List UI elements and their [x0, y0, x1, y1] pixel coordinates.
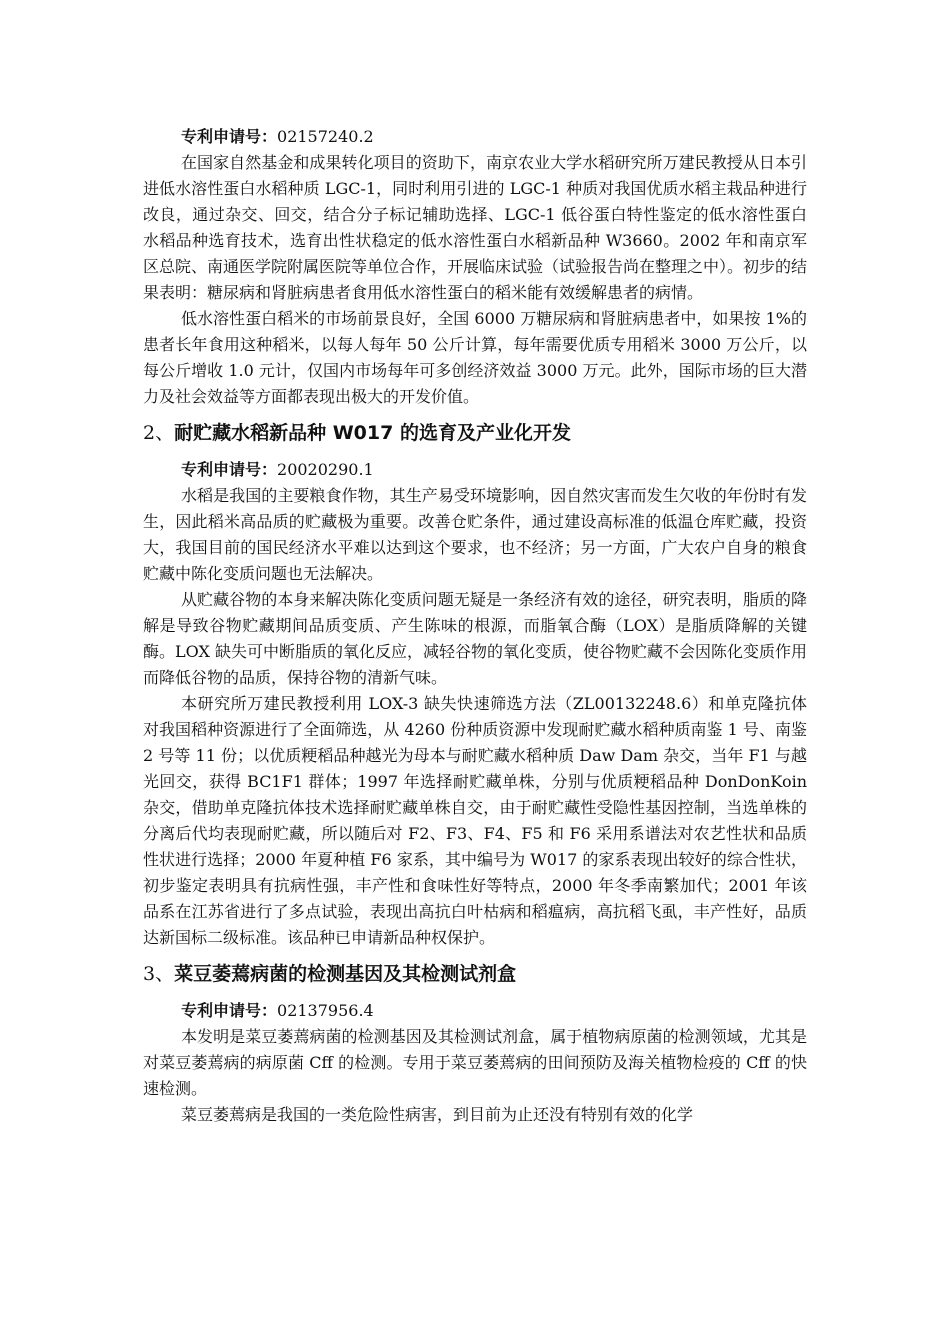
document-body — [143, 124, 807, 1128]
section-2 — [143, 413, 807, 951]
patent-application-number — [143, 998, 807, 1024]
patent-application-number — [143, 124, 807, 150]
patent-number: 20020290.1 — [277, 460, 374, 479]
patent-number: 02137956.4 — [277, 1001, 374, 1020]
heading-number: 3、 — [143, 963, 175, 985]
paragraph: 从贮藏谷物的本身来解决陈化变质问题无疑是一条经济有效的途径，研究表明，脂质的降解是导致谷物贮藏期间品质变质、产生陈味的根源，而脂氧合酶（LOX）是脂质降解的关键酶。LOX 缺失可中断脂质的氧化反应，减轻谷物的氧化变质，使谷物贮藏不会因陈化变质作用而降低谷物的品质，保持谷物的清新气味。 — [143, 590, 807, 687]
section-3 — [143, 954, 807, 1128]
section-heading — [143, 413, 807, 453]
patent-application-number — [143, 457, 807, 483]
section-heading — [143, 954, 807, 994]
patent-number: 02157240.2 — [277, 127, 374, 146]
heading-text: 菜豆萎蔫病菌的检测基因及其检测试剂盒 — [174, 963, 517, 985]
paragraph: 本研究所万建民教授利用 LOX-3 缺失快速筛选方法（ZL00132248.6）和单克隆抗体对我国稻种资源进行了全面筛选，从 4260 份种质资源中发现耐贮藏水稻种质南鉴 1 号、南鉴 2 号等 11 份；以优质粳稻品种越光为母本与耐贮藏水稻种质 Daw Dam 杂交，当年 F1 与越光回交，获得 BC1F1 群体；1997 年选择耐贮藏单株，分别与优质粳稻品种 DonDonKoin 杂交，借助单克隆抗体技术选择耐贮藏单株自交，由于耐贮藏性受隐性基因控制，当选单株的分离后代均表现耐贮藏，所以随后对 F2、F3、F4、F5 和 F6 采用系谱法对农艺性状和品质性状进行选择；2000 年夏种植 F6 家系，其中编号为 W017 的家系表现出较好的综合性状，初步鉴定表明具有抗病性强，丰产性和食味性好等特点，2000 年冬季南繁加代；2001 年该品系在江苏省进行了多点试验，表现出高抗白叶枯病和稻瘟病，高抗稻飞虱，丰产性好，品质达新国标二级标准。该品种已申请新品种权保护。 — [143, 694, 807, 947]
paragraph: 本发明是菜豆萎蔫病菌的检测基因及其检测试剂盒，属于植物病原菌的检测领域，尤其是对菜豆萎蔫病的病原菌 Cff 的检测。专用于菜豆萎蔫病的田间预防及海关植物检疫的 Cff 的快速检测。 — [143, 1027, 807, 1098]
paragraph: 在国家自然基金和成果转化项目的资助下，南京农业大学水稻研究所万建民教授从日本引进低水溶性蛋白水稻种质 LGC-1，同时利用引进的 LGC-1 种质对我国优质水稻主栽品种进行改良，通过杂交、回交，结合分子标记辅助选择、LGC-1 低谷蛋白特性鉴定的低水溶性蛋白水稻品种选育技术，选育出性状稳定的低水溶性蛋白水稻新品种 W3660。2002 年和南京军区总院、南通医学院附属医院等单位合作，开展临床试验（试验报告尚在整理之中）。初步的结果表明：糖尿病和肾脏病患者食用低水溶性蛋白的稻米能有效缓解患者的病情。 — [143, 153, 808, 302]
section-1 — [143, 124, 807, 410]
heading-text: 耐贮藏水稻新品种 W017 的选育及产业化开发 — [174, 422, 571, 444]
paragraph: 菜豆萎蔫病是我国的一类危险性病害，到目前为止还没有特别有效的化学 — [181, 1105, 694, 1124]
patent-label: 专利申请号： — [181, 1001, 278, 1020]
heading-number: 2、 — [143, 422, 175, 444]
paragraph: 水稻是我国的主要粮食作物，其生产易受环境影响，因自然灾害而发生欠收的年份时有发生，因此稻米高品质的贮藏极为重要。改善仓贮条件，通过建设高标准的低温仓库贮藏，投资大，我国目前的国民经济水平难以达到这个要求，也不经济；另一方面，广大农户自身的粮食贮藏中陈化变质问题也无法解决。 — [143, 486, 807, 583]
paragraph: 低水溶性蛋白稻米的市场前景良好，全国 6000 万糖尿病和肾脏病患者中，如果按 1%的患者长年食用这种稻米，以每人每年 50 公斤计算，每年需要优质专用稻米 3000 万公斤，以每公斤增收 1.0 元计，仅国内市场每年可多创经济效益 3000 万元。此外，国际市场的巨大潜力及社会效益等方面都表现出极大的开发价值。 — [143, 309, 807, 406]
patent-label: 专利申请号： — [181, 460, 278, 479]
patent-label: 专利申请号： — [181, 127, 278, 146]
